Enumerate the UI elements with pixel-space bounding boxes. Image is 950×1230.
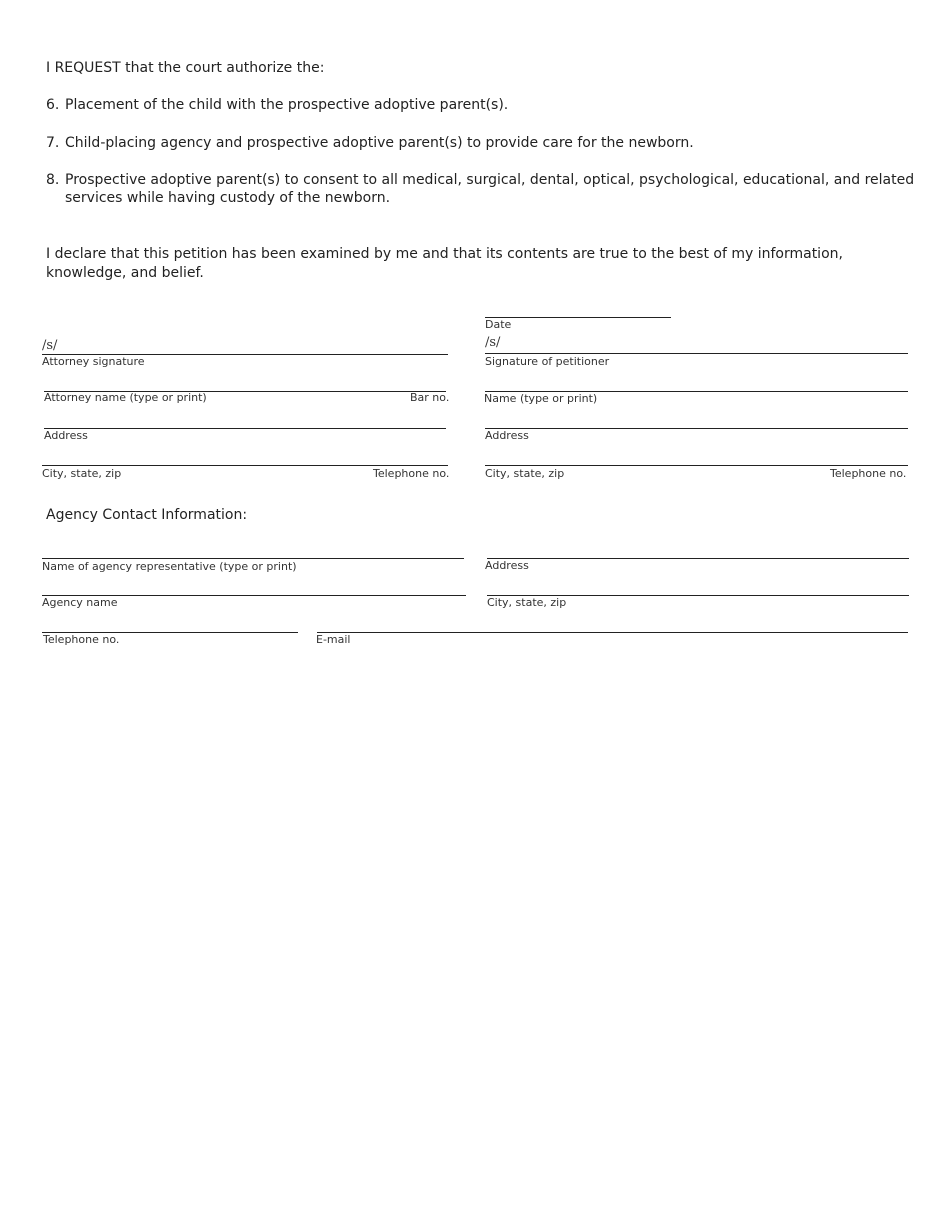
- item-text: Child-placing agency and prospective adoptive parent(s) to provide care for the newborn.: [65, 135, 694, 151]
- agency-phone-input[interactable]: [42, 615, 296, 631]
- petitioner-name-input[interactable]: [485, 374, 906, 390]
- agency-name-label: Agency name: [42, 596, 118, 609]
- attorney-name-label: Attorney name (type or print): [44, 391, 207, 404]
- request-lead: I REQUEST that the court authorize the:: [46, 60, 325, 76]
- petitioner-address-line: [485, 428, 908, 429]
- item-text: Placement of the child with the prospective adoptive parent(s).: [65, 97, 509, 113]
- attorney-signature-mark: /s/: [42, 338, 58, 353]
- item-number: 6.: [46, 97, 60, 113]
- petitioner-city-label: City, state, zip: [485, 467, 565, 480]
- attorney-address-line: [44, 428, 446, 429]
- attorney-city-line: [42, 465, 448, 466]
- agency-address-line: [487, 558, 909, 559]
- attorney-city-input[interactable]: [42, 448, 446, 464]
- attorney-phone-label: Telephone no.: [373, 467, 450, 480]
- attorney-city-label: City, state, zip: [42, 467, 122, 480]
- attorney-address-input[interactable]: [44, 411, 444, 427]
- item-number: 8.: [46, 172, 60, 188]
- request-item-8: [46, 171, 916, 207]
- agency-email-input[interactable]: [317, 615, 906, 631]
- date-label: Date: [485, 318, 512, 331]
- petitioner-signature-label: Signature of petitioner: [485, 355, 610, 368]
- bar-number-label: Bar no.: [410, 391, 450, 404]
- agency-address-label: Address: [485, 559, 529, 572]
- agency-rep-label: Name of agency representative (type or print): [42, 560, 297, 573]
- agency-rep-line: [42, 558, 464, 559]
- attorney-signature-input[interactable]: [70, 338, 440, 354]
- agency-address-input[interactable]: [487, 541, 907, 557]
- petitioner-phone-label: Telephone no.: [830, 467, 907, 480]
- agency-name-input[interactable]: [42, 578, 464, 594]
- petitioner-name-label: Name (type or print): [484, 392, 598, 405]
- item-number: 7.: [46, 135, 60, 151]
- agency-phone-label: Telephone no.: [43, 633, 120, 646]
- request-item-6: [46, 96, 916, 114]
- attorney-signature-label: Attorney signature: [42, 355, 145, 368]
- request-item-7: [46, 134, 916, 152]
- attorney-name-input[interactable]: [44, 374, 444, 390]
- petitioner-city-line: [485, 465, 908, 466]
- petitioner-signature-line: [485, 353, 908, 354]
- petitioner-signature-input[interactable]: [512, 335, 902, 351]
- agency-city-label: City, state, zip: [487, 596, 567, 609]
- date-line: [485, 317, 671, 318]
- date-input[interactable]: [485, 299, 669, 315]
- petitioner-address-input[interactable]: [485, 411, 906, 427]
- attorney-address-label: Address: [44, 429, 88, 442]
- petitioner-signature-mark: /s/: [485, 335, 501, 350]
- agency-city-input[interactable]: [487, 578, 907, 594]
- declaration-text: I declare that this petition has been examined by me and that its contents are true to the best of my information, knowledge, and belief.: [46, 246, 843, 281]
- petitioner-city-input[interactable]: [485, 448, 906, 464]
- agency-heading: Agency Contact Information:: [46, 507, 248, 523]
- petitioner-address-label: Address: [485, 429, 529, 442]
- agency-email-label: E-mail: [316, 633, 351, 646]
- item-text: Prospective adoptive parent(s) to consent to all medical, surgical, dental, optical, psychological, educational, and related services while having custody of the newborn.: [65, 172, 915, 206]
- agency-email-line: [317, 632, 908, 633]
- agency-rep-input[interactable]: [42, 541, 462, 557]
